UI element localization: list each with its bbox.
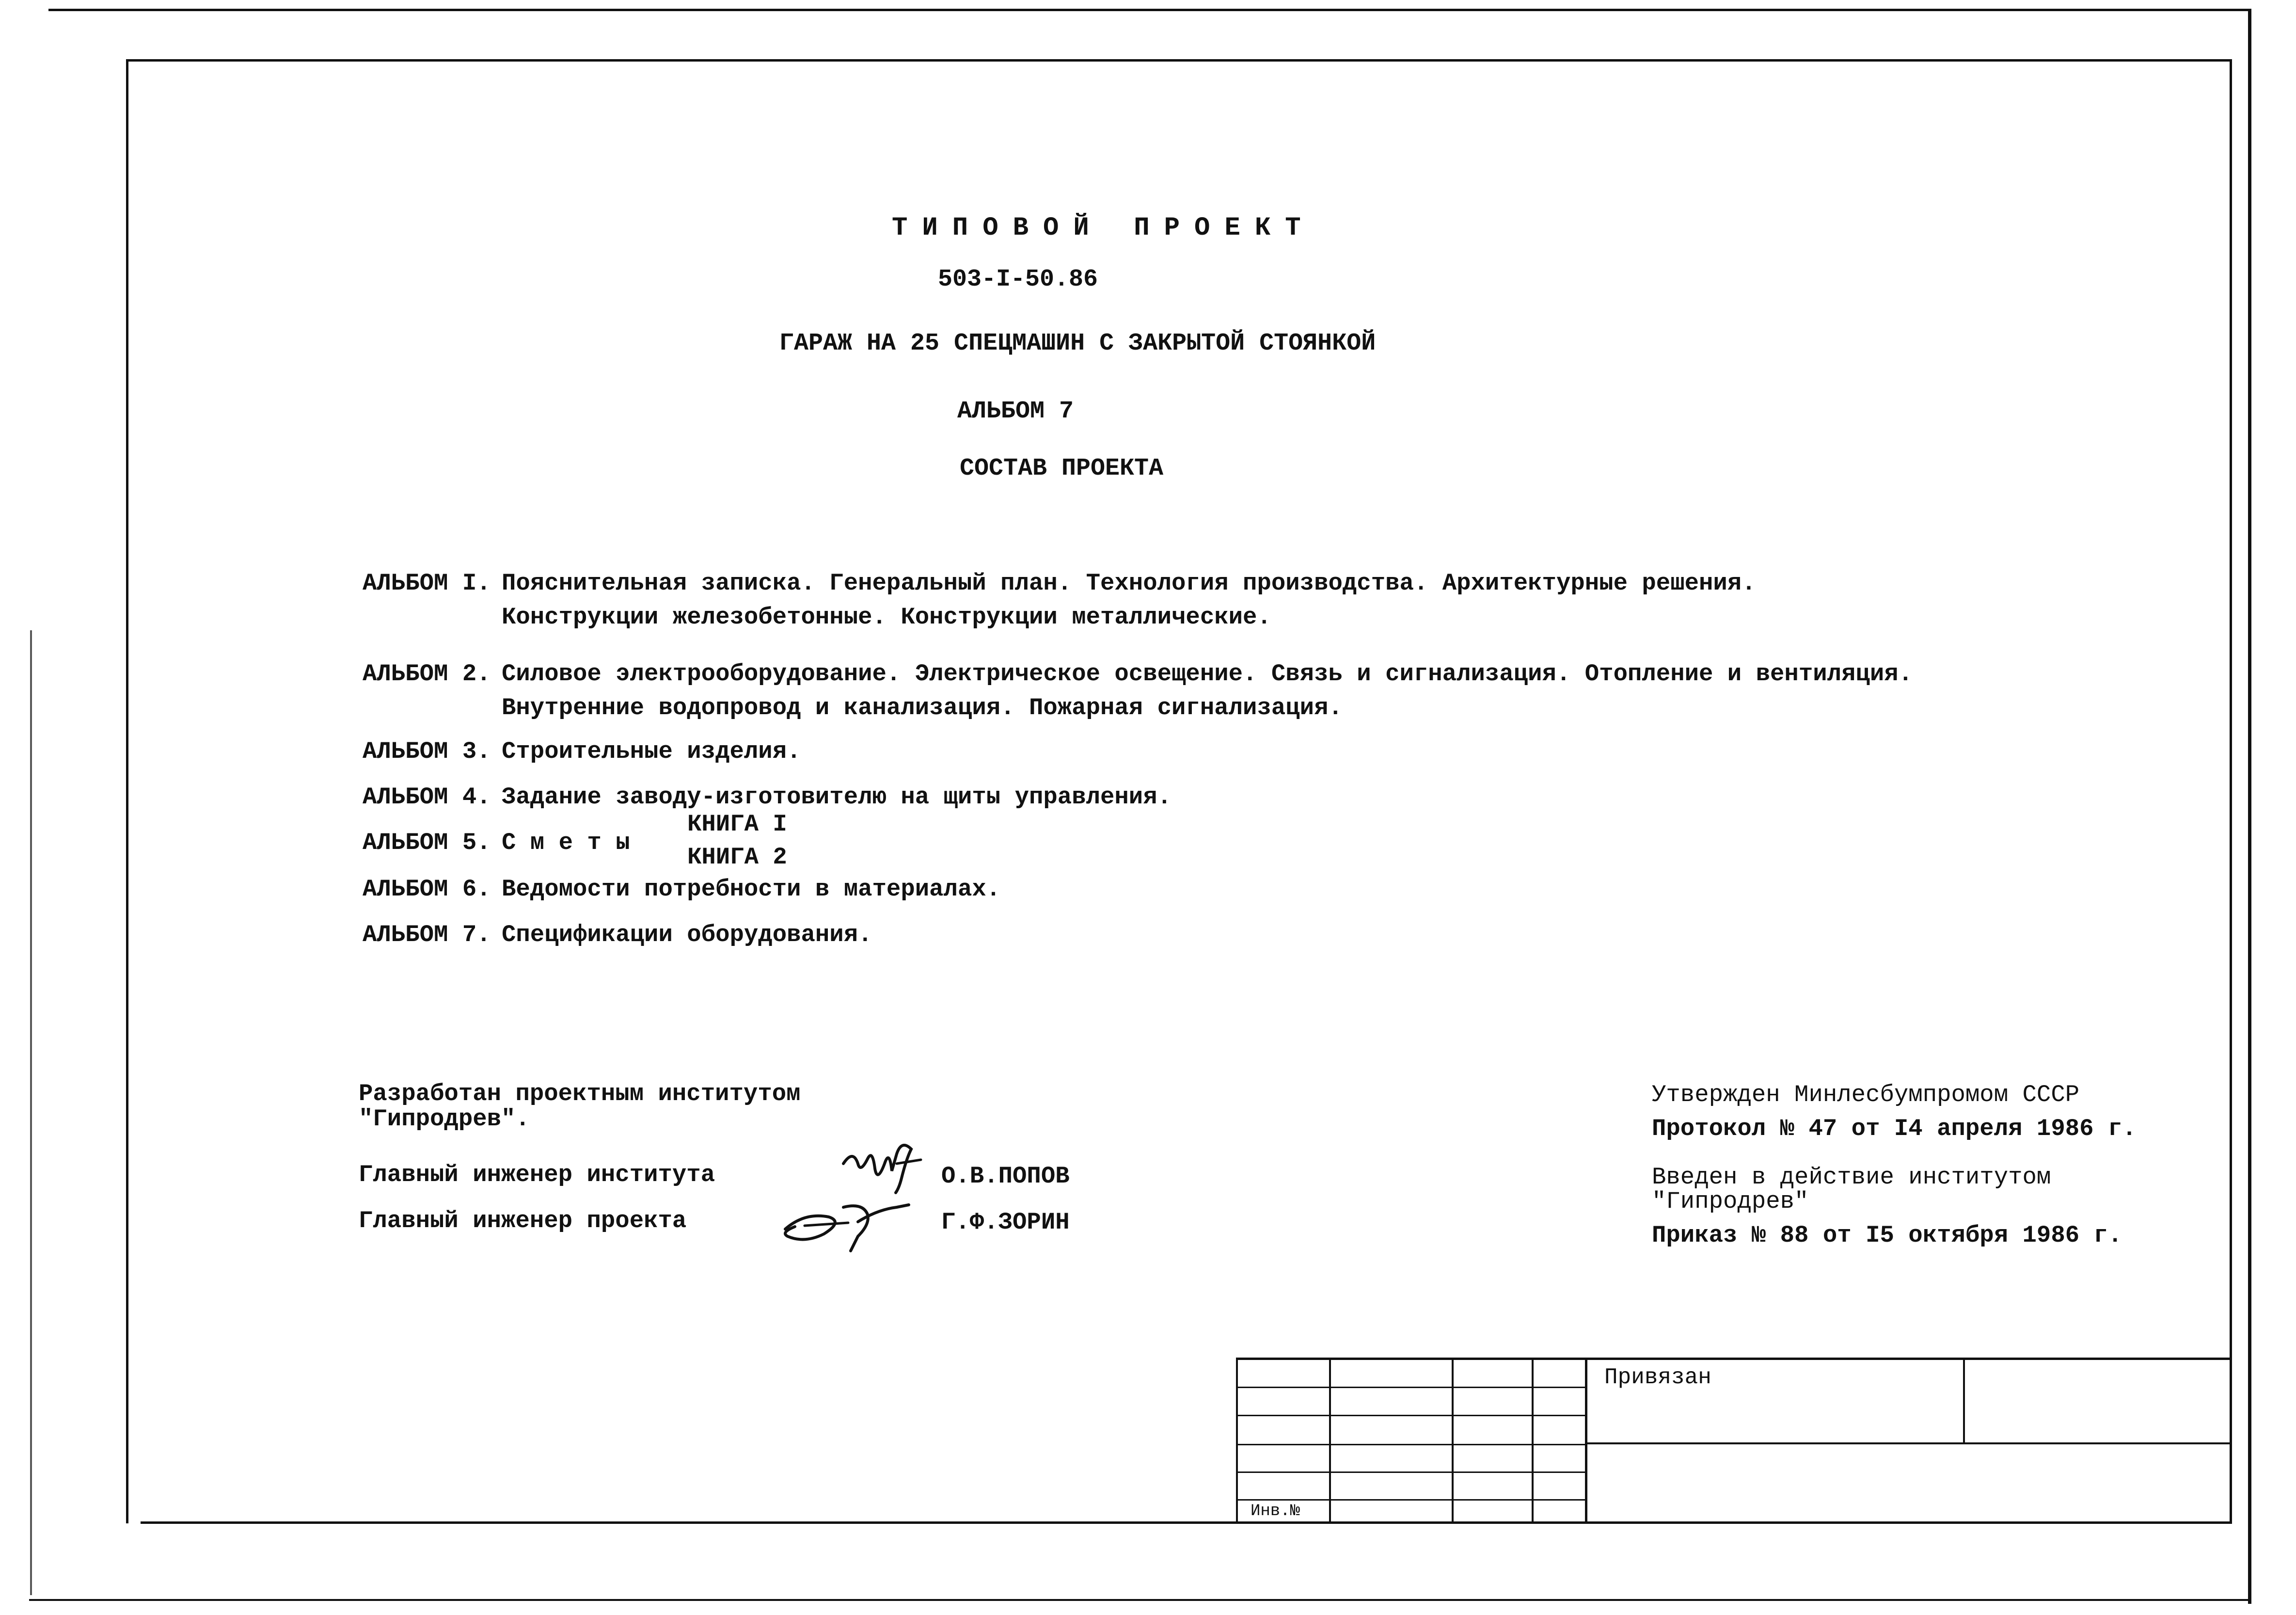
stamp-v-4 <box>1585 1358 1587 1522</box>
chief-institute-name: О.В.ПОПОВ <box>941 1163 1070 1190</box>
album-6-label: АЛЬБОМ 6. <box>363 876 491 903</box>
album-2-line-2: Внутренние водопровод и канализация. Пожарная сигнализация. <box>502 694 1343 721</box>
approval-line-1: Утвержден Минлесбумпромом СССР <box>1652 1081 2080 1108</box>
section-title: СОСТАВ ПРОЕКТА <box>960 455 1164 482</box>
outer-bottom-border <box>29 1599 2249 1601</box>
album-5-book-1: КНИГА I <box>687 811 787 838</box>
chief-institute-label: Главный инженер института <box>359 1161 715 1188</box>
album-5-book-2: КНИГА 2 <box>687 844 787 871</box>
inner-bottom-border <box>141 1521 2232 1524</box>
signature-popov <box>839 1130 931 1198</box>
album-4-label: АЛЬБОМ 4. <box>363 784 491 811</box>
stamp-top-line <box>1236 1358 2232 1360</box>
approval-line-4: "Гипродрев" <box>1652 1188 1809 1215</box>
stamp-h-right <box>1585 1442 2232 1444</box>
stamp-v-1 <box>1329 1358 1331 1522</box>
document-title: ТИПОВОЙ ПРОЕКТ <box>892 213 1315 243</box>
album-number: АЛЬБОМ 7 <box>957 398 1074 425</box>
stamp-h-5 <box>1236 1499 1585 1501</box>
outer-right-border <box>2248 9 2251 1604</box>
stamp-bound-label: Привязан <box>1604 1365 1711 1390</box>
approval-line-2: Протокол № 47 от I4 апреля 1986 г. <box>1652 1115 2137 1142</box>
outer-top-border <box>48 9 2249 11</box>
developer-line-1: Разработан проектным институтом <box>359 1080 801 1107</box>
album-4-line-1: Задание заводу-изготовителю на щиты управления. <box>502 784 1172 811</box>
album-1-line-2: Конструкции железобетонные. Конструкции металлические. <box>502 604 1271 631</box>
signature-zorin <box>776 1188 921 1256</box>
stamp-v-5 <box>1963 1358 1965 1442</box>
outer-left-border <box>30 630 32 1595</box>
stamp-v-3 <box>1532 1358 1534 1522</box>
stamp-h-2 <box>1236 1415 1585 1416</box>
album-6-line-1: Ведомости потребности в материалах. <box>502 876 1001 903</box>
stamp-h-3 <box>1236 1444 1585 1445</box>
stamp-v-2 <box>1452 1358 1454 1522</box>
album-1-line-1: Пояснительная записка. Генеральный план. Технология производства. Архитектурные решения. <box>502 570 1756 597</box>
inner-top-border <box>126 59 2232 62</box>
approval-line-3: Введен в действие институтом <box>1652 1164 2051 1191</box>
project-code: 503-I-50.86 <box>938 266 1098 293</box>
inner-right-border <box>2230 59 2232 1523</box>
album-1-label: АЛЬБОМ I. <box>363 570 491 597</box>
album-2-label: АЛЬБОМ 2. <box>363 660 491 688</box>
stamp-inv-label: Инв.№ <box>1251 1502 1300 1520</box>
stamp-h-4 <box>1236 1471 1585 1473</box>
album-5-line-1: С м е т ы <box>502 829 630 856</box>
album-3-label: АЛЬБОМ 3. <box>363 738 491 765</box>
album-5-label: АЛЬБОМ 5. <box>363 829 491 856</box>
album-7-label: АЛЬБОМ 7. <box>363 921 491 948</box>
approval-line-5: Приказ № 88 от I5 октября 1986 г. <box>1652 1222 2122 1249</box>
project-subject: ГАРАЖ НА 25 СПЕЦМАШИН С ЗАКРЫТОЙ СТОЯНКОЙ <box>779 330 1376 357</box>
inner-left-border <box>126 59 128 1523</box>
developer-line-2: "Гипродрев". <box>359 1105 530 1133</box>
stamp-h-1 <box>1236 1387 1585 1388</box>
album-7-line-1: Спецификации оборудования. <box>502 921 872 948</box>
album-2-line-1: Силовое электрооборудование. Электрическое освещение. Связь и сигнализация. Отопление и вентиляция. <box>502 660 1913 688</box>
stamp-left-line <box>1236 1358 1238 1522</box>
chief-project-label: Главный инженер проекта <box>359 1207 687 1234</box>
chief-project-name: Г.Ф.ЗОРИН <box>941 1209 1070 1236</box>
album-3-line-1: Строительные изделия. <box>502 738 801 765</box>
